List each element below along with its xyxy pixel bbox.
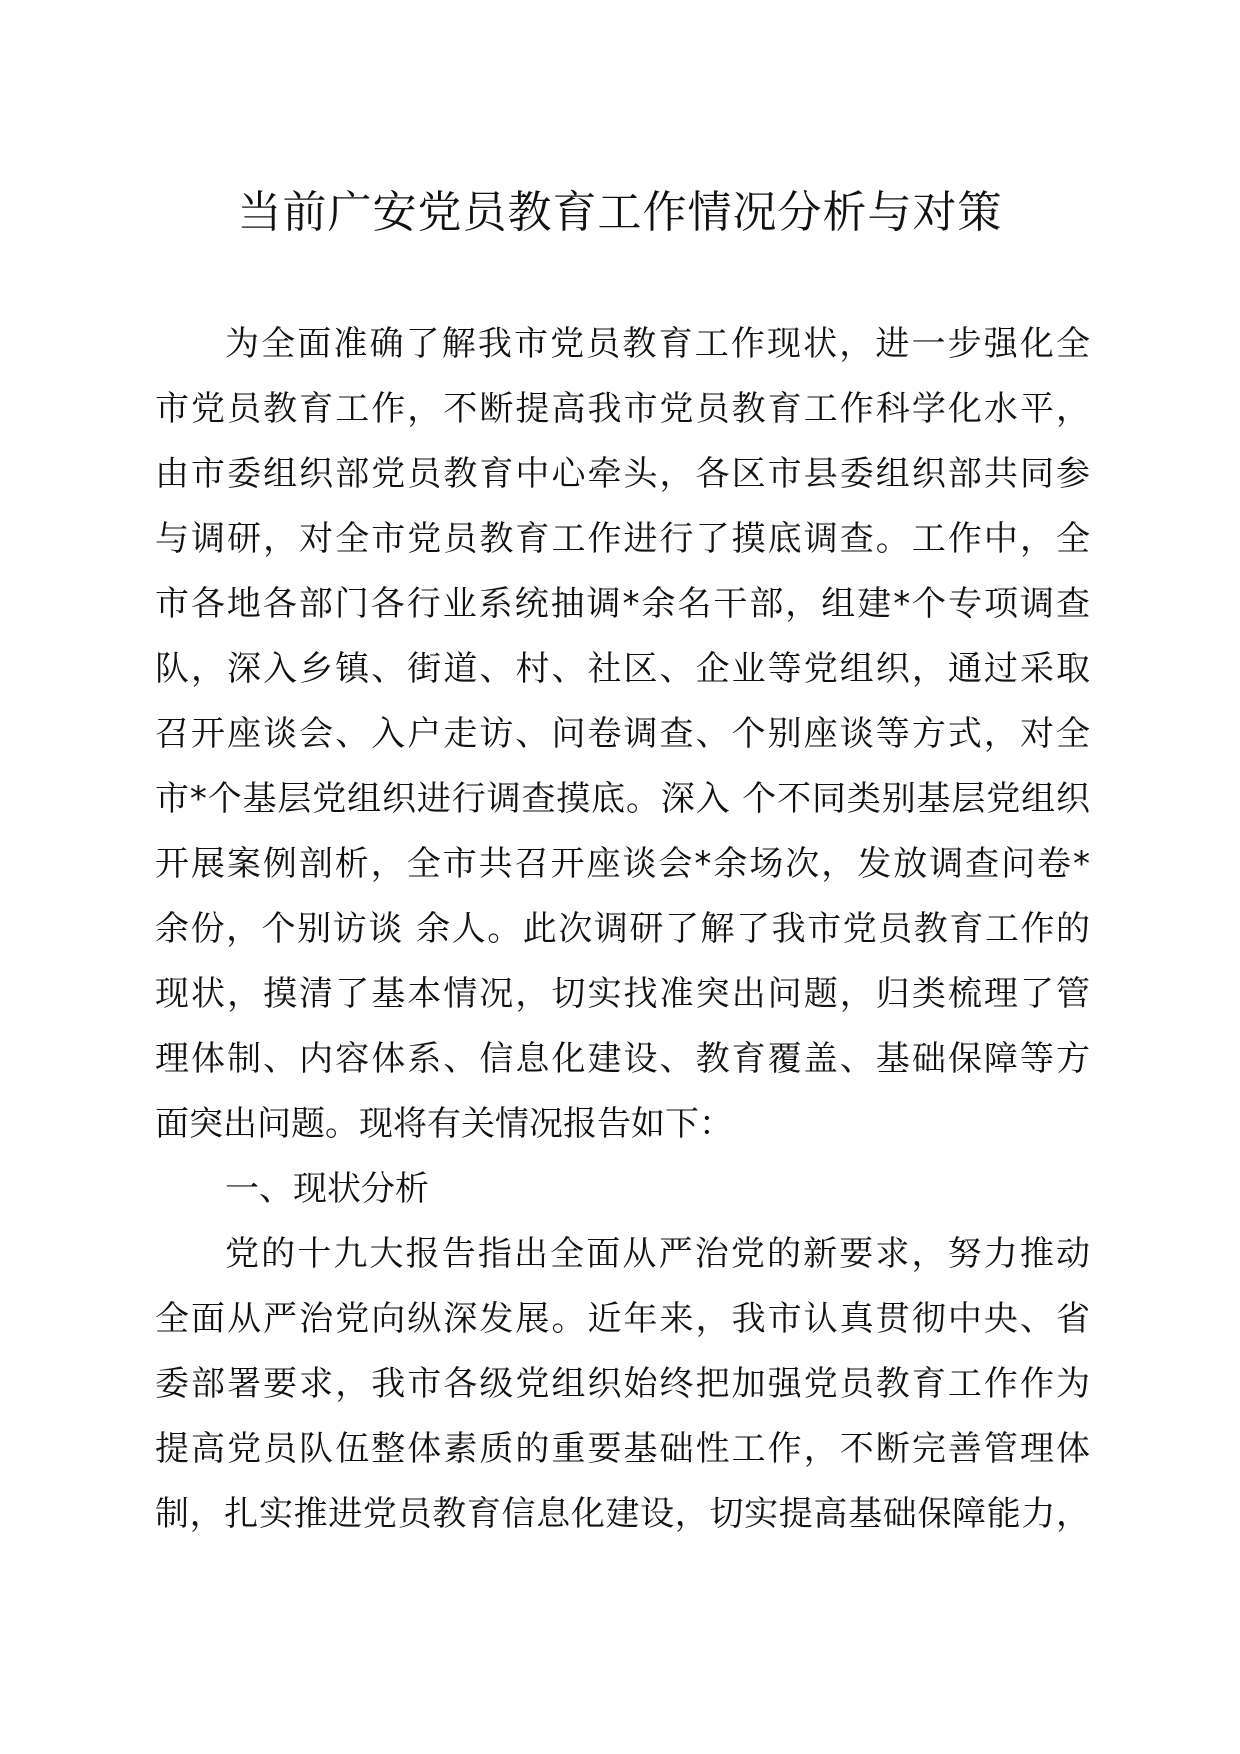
text-line: 委部署要求，我市各级党组织始终把加强党员教育工作作为 <box>155 1364 1090 1404</box>
paragraph-intro <box>155 312 1090 1157</box>
text-line: 开展案例剖析，全市共召开座谈会*余场次，发放调查问卷* <box>155 844 1090 884</box>
text-line: 市*个基层党组织进行调查摸底。深入 个不同类别基层党组织 <box>155 779 1090 819</box>
paragraph-status <box>155 1222 1090 1547</box>
text-line: 提高党员队伍整体素质的重要基础性工作，不断完善管理体 <box>155 1429 1090 1469</box>
document-title: 当前广安党员教育工作情况分析与对策 <box>237 187 1003 238</box>
text-line: 与调研，对全市党员教育工作进行了摸底调查。工作中，全 <box>155 519 1090 559</box>
text-line: 党的十九大报告指出全面从严治党的新要求，努力推动 <box>225 1234 1090 1274</box>
text-line: 面突出问题。现将有关情况报告如下： <box>155 1104 733 1144</box>
text-line: 制，扎实推进党员教育信息化建设，切实提高基础保障能力， <box>155 1494 1090 1534</box>
text-line: 现状，摸清了基本情况，切实找准突出问题，归类梳理了管 <box>155 974 1090 1014</box>
text-line: 余份，个别访谈 余人。此次调研了解了我市党员教育工作的 <box>155 909 1090 949</box>
text-line: 市各地各部门各行业系统抽调*余名干部，组建*个专项调查 <box>155 584 1090 624</box>
section-heading: 一、现状分析 <box>225 1169 429 1209</box>
text-line: 全面从严治党向纵深发展。近年来，我市认真贯彻中央、省 <box>155 1299 1090 1339</box>
text-line: 由市委组织部党员教育中心牵头，各区市县委组织部共同参 <box>155 454 1090 494</box>
text-line: 理体制、内容体系、信息化建设、教育覆盖、基础保障等方 <box>155 1039 1090 1079</box>
text-line: 为全面准确了解我市党员教育工作现状，进一步强化全 <box>225 324 1090 364</box>
text-line: 队，深入乡镇、街道、村、社区、企业等党组织，通过采取 <box>155 649 1090 689</box>
text-line: 召开座谈会、入户走访、问卷调查、个别座谈等方式，对全 <box>155 714 1090 754</box>
text-line: 市党员教育工作，不断提高我市党员教育工作科学化水平， <box>155 389 1090 429</box>
document-body <box>155 312 1090 1547</box>
